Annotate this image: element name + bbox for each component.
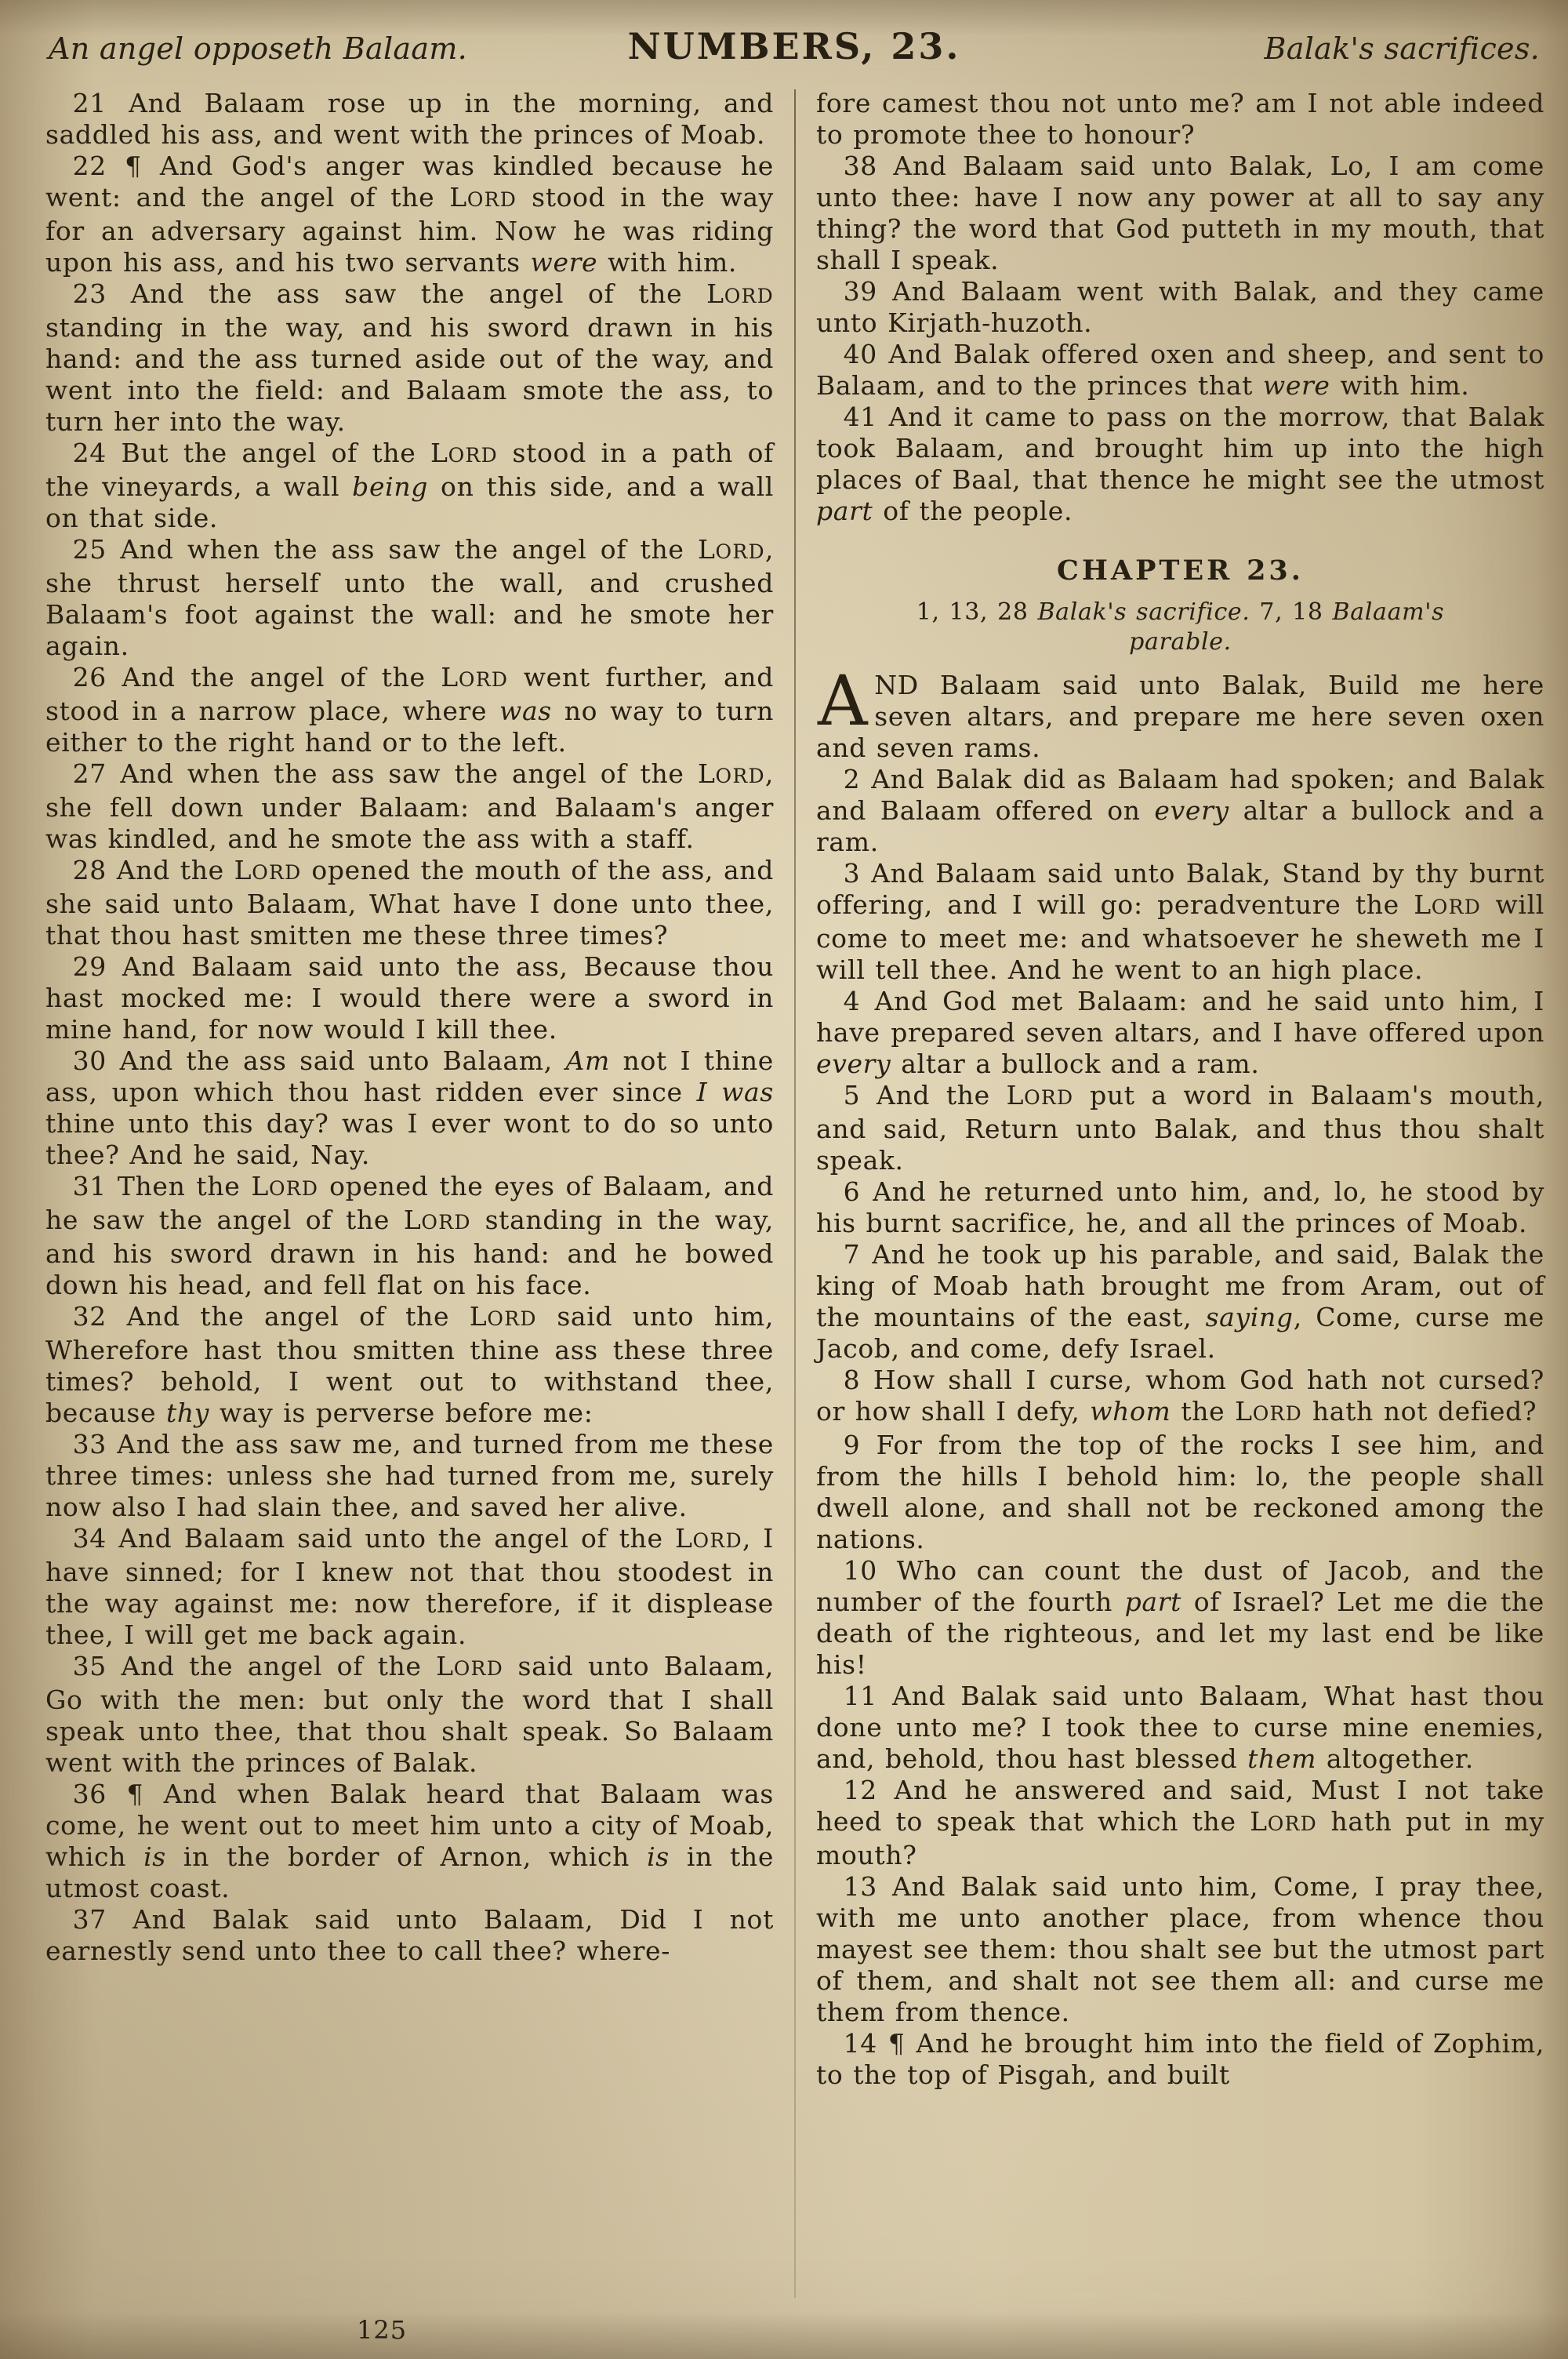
italic-word: every — [1154, 795, 1229, 826]
drop-cap: A — [818, 660, 869, 741]
verse-number: 3 — [843, 858, 861, 889]
verse-number: 11 — [843, 1681, 877, 1711]
verse-27: 27 And when the ass saw the angel of the LORD, she fell down under Balaam: and Balaam's anger was kindled, and he smote the ass with a staff. — [45, 758, 774, 854]
chapter-summary: 1, 13, 28 Balak's sacrifice. 7, 18 Balaam's parable. — [916, 598, 1445, 656]
header-left-title: An angel opposeth Balaam. — [49, 31, 468, 66]
verse-number: 41 — [843, 402, 877, 432]
verse-number: 25 — [72, 534, 107, 565]
verse-number: 30 — [72, 1045, 107, 1076]
verse-10: 10 Who can count the dust of Jacob, and the number of the fourth part of Israel? Let me die the death of the righteous, and let my last end be like his! — [816, 1555, 1544, 1680]
verse-4: 4 And God met Balaam: and he said unto him, I have prepared seven altars, and I have offered upon every altar a bullock and a ram. — [816, 986, 1544, 1079]
verse-number: 7 — [843, 1239, 861, 1270]
italic-word: saying — [1205, 1302, 1294, 1332]
lord-small-caps: LORD — [706, 278, 774, 309]
verse-39: 39 And Balaam went with Balak, and they came unto Kirjath-huzoth. — [816, 276, 1544, 338]
verse-33: 33 And the ass saw me, and turned from me these three times: unless she had turned from me, surely now also I had slain thee, and saved her alive. — [45, 1429, 774, 1522]
verse-number: 26 — [72, 662, 107, 692]
verse-11: 11 And Balak said unto Balaam, What hast thou done unto me? I took thee to curse mine enemies, and, behold, thou hast blessed them altogether. — [816, 1681, 1544, 1774]
lord-small-caps: LORD — [441, 662, 509, 692]
verse-1: AND Balaam said unto Balak, Build me here seven altars, and prepare me here seven oxen and seven rams. — [816, 660, 1544, 763]
text-columns — [45, 88, 1544, 2298]
verse-number: 24 — [72, 438, 107, 468]
verse-40: 40 And Balak offered oxen and sheep, and sent to Balaam, and to the princes that were with him. — [816, 339, 1544, 401]
verse-continuation: fore camest thou not unto me? am I not able indeed to promote thee to honour? — [816, 88, 1544, 150]
verse-13: 13 And Balak said unto him, Come, I pray thee, with me unto another place, from whence thou mayest see them: thou shalt see but the utmost part of them, and shalt not see them all: and curse me them from thence. — [816, 1871, 1544, 2027]
lord-small-caps: LORD — [430, 438, 498, 468]
verse-number: 6 — [843, 1176, 861, 1207]
lord-small-caps: LORD — [436, 1651, 504, 1681]
lord-small-caps: LORD — [234, 855, 302, 885]
italic-word: part — [816, 496, 873, 526]
verse-6: 6 And he returned unto him, and, lo, he stood by his burnt sacrifice, he, and all the princes of Moab. — [816, 1176, 1544, 1238]
italic-word: was — [499, 696, 552, 726]
verse-number: 32 — [72, 1301, 107, 1332]
verse-number: 4 — [843, 986, 861, 1016]
verse-23: 23 And the ass saw the angel of the LORD standing in the way, and his sword drawn in his hand: and the ass turned aside out of the way, and went into the field: and Balaam smote the ass, to turn her into the way. — [45, 278, 774, 437]
verse-number: 31 — [72, 1171, 107, 1201]
verse-8: 8 How shall I curse, whom God hath not cursed? or how shall I defy, whom the LORD hath not defied? — [816, 1365, 1544, 1427]
verse-number: 23 — [72, 278, 107, 309]
page-number: 125 — [357, 2315, 408, 2345]
lord-small-caps: LORD — [469, 1301, 537, 1332]
verse-number: 35 — [72, 1651, 107, 1681]
verse-number: 8 — [843, 1365, 861, 1395]
chapter-heading: CHAPTER 23. — [1057, 554, 1304, 587]
verse-number: 5 — [843, 1080, 861, 1110]
italic-word: thy — [165, 1398, 210, 1428]
right-column — [816, 88, 1544, 2298]
verse-22: 22 ¶ And God's anger was kindled because he went: and the angel of the LORD stood in the way for an adversary against him. Now he was riding upon his ass, and his two servants were with him. — [45, 151, 774, 278]
verse-34: 34 And Balaam said unto the angel of the LORD, I have sinned; for I knew not that thou stoodest in the way against me: now therefore, if it displease thee, I will get me back again. — [45, 1523, 774, 1650]
italic-word: Balaam's parable. — [1129, 598, 1445, 656]
lord-small-caps: LORD — [697, 534, 765, 565]
verse-number: 36 — [72, 1779, 107, 1809]
header-book-chapter: NUMBERS, 23. — [627, 25, 961, 67]
left-column — [45, 88, 774, 2298]
verse-number: 34 — [72, 1523, 107, 1554]
lord-small-caps: LORD — [697, 758, 765, 789]
verse-3: 3 And Balaam said unto Balak, Stand by thy burnt offering, and I will go: peradventure the LORD will come to meet me: and whatsoever he sheweth me I will tell thee. And he went to an high place. — [816, 858, 1544, 985]
verse-number: 13 — [843, 1871, 877, 1902]
verse-28: 28 And the LORD opened the mouth of the ass, and she said unto Balaam, What have I done unto thee, that thou hast smitten me these three times? — [45, 855, 774, 951]
verse-32: 32 And the angel of the LORD said unto him, Wherefore hast thou smitten thine ass these three times? behold, I went out to withstand thee, because thy way is perverse before me: — [45, 1301, 774, 1428]
verse-number: 33 — [72, 1429, 107, 1459]
verse-26: 26 And the angel of the LORD went further, and stood in a narrow place, where was no way to turn either to the right hand or to the left. — [45, 662, 774, 758]
italic-word: being — [352, 471, 429, 502]
italic-word: them — [1247, 1743, 1317, 1774]
verse-number: 14 — [843, 2028, 877, 2059]
verse-31: 31 Then the LORD opened the eyes of Balaam, and he saw the angel of the LORD standing in the way, and his sword drawn in his hand: and he bowed down his head, and fell flat on his face. — [45, 1171, 774, 1300]
verse-37: 37 And Balak said unto Balaam, Did I not earnestly send unto thee to call thee? where- — [45, 1904, 774, 1966]
verse-25: 25 And when the ass saw the angel of the LORD, she thrust herself unto the wall, and crushed Balaam's foot against the wall: and he smote her again. — [45, 534, 774, 661]
verse-14: 14 ¶ And he brought him into the field of Zophim, to the top of Pisgah, and built — [816, 2028, 1544, 2090]
lord-small-caps: LORD — [1414, 889, 1482, 920]
verse-number: 38 — [843, 151, 877, 181]
lord-small-caps: LORD — [1250, 1806, 1318, 1837]
verse-36: 36 ¶ And when Balak heard that Balaam was come, he went out to meet him unto a city of Moab, which is in the border of Arnon, which is in the utmost coast. — [45, 1779, 775, 1903]
verse-number: 22 — [72, 151, 107, 181]
lord-small-caps: LORD — [1006, 1080, 1074, 1110]
italic-word: every — [816, 1049, 891, 1079]
verse-number: 2 — [843, 764, 861, 794]
lord-small-caps: LORD — [1235, 1396, 1303, 1427]
verse-number: 10 — [843, 1555, 877, 1586]
verse-number: 39 — [843, 276, 877, 307]
verse-number: 29 — [72, 951, 107, 982]
verse-number: 40 — [843, 339, 877, 369]
verse-number: 9 — [843, 1430, 861, 1460]
lord-small-caps: LORD — [403, 1205, 471, 1235]
verse-2: 2 And Balak did as Balaam had spoken; and Balak and Balaam offered on every altar a bullock and a ram. — [816, 764, 1544, 857]
italic-word: were — [1262, 370, 1330, 401]
running-header — [49, 25, 1540, 67]
verse-38: 38 And Balaam said unto Balak, Lo, I am come unto thee: have I now any power at all to say any thing? the word that God putteth in my mouth, that shall I speak. — [816, 151, 1544, 275]
lord-small-caps: LORD — [449, 182, 517, 213]
italic-word: part — [1124, 1587, 1182, 1617]
verse-5: 5 And the LORD put a word in Balaam's mouth, and said, Return unto Balak, and thus thou shalt speak. — [816, 1080, 1544, 1176]
italic-word: is — [647, 1841, 670, 1872]
verse-41: 41 And it came to pass on the morrow, that Balak took Balaam, and brought him up into the high places of Baal, that thence he might see the utmost part of the people. — [816, 402, 1544, 526]
header-right-title: Balak's sacrifices. — [1264, 31, 1541, 66]
italic-word: I was — [696, 1077, 774, 1107]
italic-word: were — [530, 247, 598, 278]
verse-21: 21 And Balaam rose up in the morning, and saddled his ass, and went with the princes of Moab. — [45, 88, 774, 150]
verse-number: 37 — [72, 1904, 107, 1935]
verse-24: 24 But the angel of the LORD stood in a path of the vineyards, a wall being on this side, and a wall on that side. — [45, 438, 774, 533]
verse-35: 35 And the angel of the LORD said unto Balaam, Go with the men: but only the word that I shall speak unto thee, that thou shalt speak. So Balaam went with the princes of Balak. — [45, 1651, 774, 1778]
italic-word: Balak's sacrifice. — [1037, 598, 1250, 626]
lord-small-caps: LORD — [251, 1171, 319, 1201]
italic-word: whom — [1090, 1396, 1171, 1427]
lord-small-caps: LORD — [674, 1523, 742, 1554]
verse-30: 30 And the ass said unto Balaam, Am not I thine ass, upon which thou hast ridden ever since I was thine unto this day? was I ever wont to do so unto thee? And he said, Nay. — [45, 1045, 774, 1170]
verse-number: 21 — [72, 88, 107, 118]
verse-29: 29 And Balaam said unto the ass, Because thou hast mocked me: I would there were a sword in mine hand, for now would I kill thee. — [45, 951, 774, 1045]
italic-word: Am — [565, 1045, 610, 1076]
verse-7: 7 And he took up his parable, and said, Balak the king of Moab hath brought me from Aram, out of the mountains of the east, saying, Come, curse me Jacob, and come, defy Israel. — [816, 1239, 1544, 1364]
verse-12: 12 And he answered and said, Must I not take heed to speak that which the LORD hath put in my mouth? — [816, 1775, 1544, 1870]
verse-number: 28 — [72, 855, 107, 885]
verse-number: 12 — [843, 1775, 877, 1805]
verse-9: 9 For from the top of the rocks I see him, and from the hills I behold him: lo, the people shall dwell alone, and shall not be reckoned among the nations. — [816, 1430, 1544, 1554]
italic-word: is — [143, 1841, 166, 1872]
verse-number: 27 — [72, 758, 107, 789]
column-divider — [794, 89, 796, 2298]
